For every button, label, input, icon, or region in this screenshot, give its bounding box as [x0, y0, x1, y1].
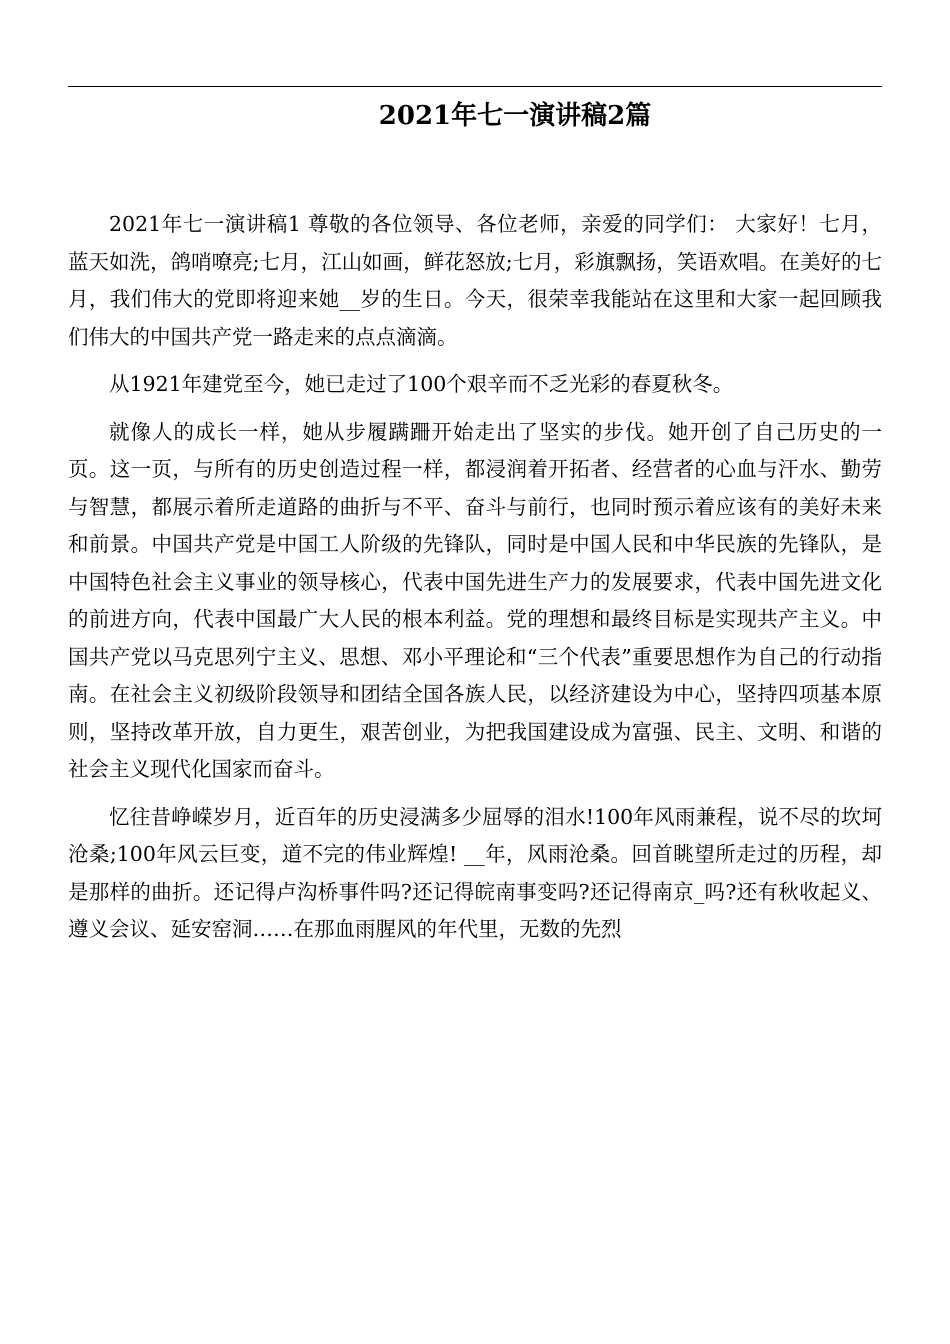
paragraph-4: 忆往昔峥嵘岁月，近百年的历史浸满多少屈辱的泪水!100年风雨兼程，说不尽的坎坷沧桑;100年风云巨变，道不完的伟业辉煌! __年，风雨沧桑。回首眺望所走过的历程，却是那样的曲折。还记得卢沟桥事件吗?还记得皖南事变吗?还记得南京_吗?还有秋收起义、遵义会议、延安窑洞……在那血雨腥风的年代里，无数的先烈: [68, 804, 882, 941]
document-title: 2021年七一演讲稿2篇: [378, 101, 652, 131]
header-rule: [68, 86, 882, 87]
document-body: [68, 206, 882, 959]
paragraph-3: 就像人的成长一样，她从步履蹒跚开始走出了坚实的步伐。她开创了自己历史的一页。这一页，与所有的历史创造过程一样，都浸润着开拓者、经营者的心血与汗水、勤劳与智慧，都展示着所走道路的曲折与不平、奋斗与前行，也同时预示着应该有的美好未来和前景。中国共产党是中国工人阶级的先锋队，同时是中国人民和中华民族的先锋队，是中国特色社会主义事业的领导核心，代表中国先进生产力的发展要求，代表中国先进文化的前进方向，代表中国最广大人民的根本利益。党的理想和最终目标是实现共产主义。中国共产党以马克思列宁主义、思想、邓小平理论和“三个代表”重要思想作为自己的行动指南。在社会主义初级阶段领导和团结全国各族人民，以经济建设为中心，坚持四项基本原则，坚持改革开放，自力更生，艰苦创业，为把我国建设成为富强、民主、文明、和谐的社会主义现代化国家而奋斗。: [68, 419, 882, 781]
paragraph-2: 从1921年建党至今，她已走过了100个艰辛而不乏光彩的春夏秋冬。: [109, 372, 734, 396]
paragraph-1: 2021年七一演讲稿1 尊敬的各位领导、各位老师，亲爱的同学们： 大家好！七月，蓝天如洗，鸽哨嘹亮;七月，江山如画，鲜花怒放;七月，彩旗飘扬，笑语欢唱。在美好的七月，我们伟大的党即将迎来她__岁的生日。今天，很荣幸我能站在这里和大家一起回顾我们伟大的中国共产党一路走来的点点滴滴。: [68, 212, 882, 349]
